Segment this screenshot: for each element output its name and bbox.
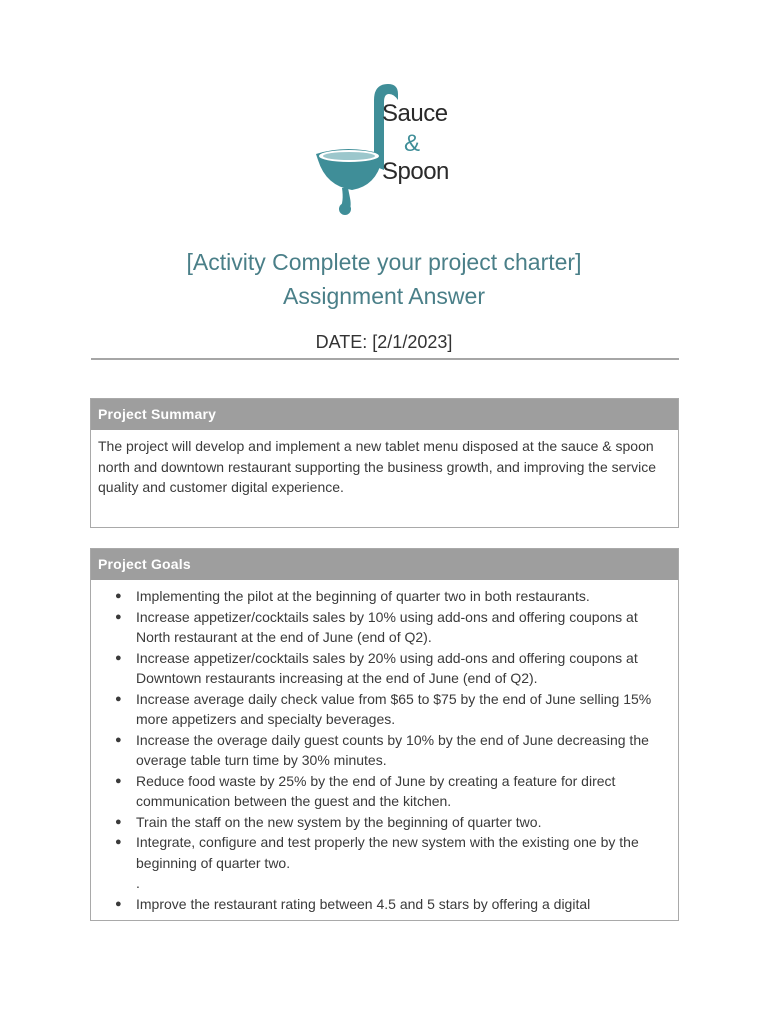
- document-title-line-2: Assignment Answer: [283, 283, 485, 309]
- bullet-icon: ●: [115, 590, 122, 602]
- document-title-line-1: [Activity Complete your project charter]: [186, 249, 582, 275]
- logo-word-sauce: Sauce: [382, 100, 448, 127]
- goal-item: ● Reduce food waste by 25% by the end of June by creating a feature for direct communication between the guest and the kitchen.: [115, 772, 616, 809]
- project-goals-body: [91, 580, 678, 914]
- goal-item: ● Increase appetizer/cocktails sales by 10% using add-ons and offering coupons at North restaurant at the end of June (end of Q2).: [115, 608, 638, 645]
- project-goals-list: [91, 586, 670, 873]
- bullet-icon: ●: [115, 692, 122, 705]
- project-goals-list-continued: [91, 894, 670, 915]
- project-summary-section: [90, 398, 679, 528]
- bullet-icon: ●: [115, 836, 122, 848]
- bullet-icon: ●: [115, 897, 122, 910]
- bullet-icon: ●: [115, 774, 122, 787]
- goal-item: ● Increase average daily check value from $65 to $75 by the end of June selling 15% more appetizers and specialty beverages.: [115, 690, 652, 727]
- title-divider: [91, 358, 679, 360]
- logo-word-spoon: Spoon: [382, 158, 449, 185]
- goal-item: ● Increase the overage daily guest counts by 10% by the end of June decreasing the overage table turn time by 30% minutes.: [115, 731, 649, 768]
- stray-period: .: [136, 875, 140, 891]
- bullet-icon: ●: [115, 651, 122, 664]
- bullet-icon: ●: [115, 733, 122, 746]
- goal-item: ● Implementing the pilot at the beginning of quarter two in both restaurants.: [91, 586, 670, 607]
- goal-item: ● Integrate, configure and test properly the new system with the existing one by the beginning of quarter two.: [115, 834, 639, 871]
- bullet-icon: ●: [115, 815, 122, 828]
- goal-item: ● Train the staff on the new system by the beginning of quarter two.: [91, 812, 670, 833]
- document-date: DATE: [2/1/2023]: [315, 332, 453, 352]
- goal-item: ● Improve the restaurant rating between 4.5 and 5 stars by offering a digital: [91, 894, 670, 915]
- bullet-icon: ●: [115, 610, 122, 623]
- project-goals-section: [90, 548, 679, 921]
- goal-item: ● Increase appetizer/cocktails sales by 20% using add-ons and offering coupons at Downtown restaurants increasing at the end of June (end of Q2).: [115, 649, 638, 686]
- project-summary-header: Project Summary: [91, 399, 678, 430]
- project-goals-header: Project Goals: [91, 549, 678, 580]
- logo-word-ampersand: &: [404, 130, 420, 157]
- project-summary-body: The project will develop and implement a new tablet menu disposed at the sauce & spoon north and downtown restaurant supporting the business growth, and improving the service quality and customer digital experience.: [98, 438, 656, 495]
- sauce-and-spoon-logo: [312, 78, 462, 220]
